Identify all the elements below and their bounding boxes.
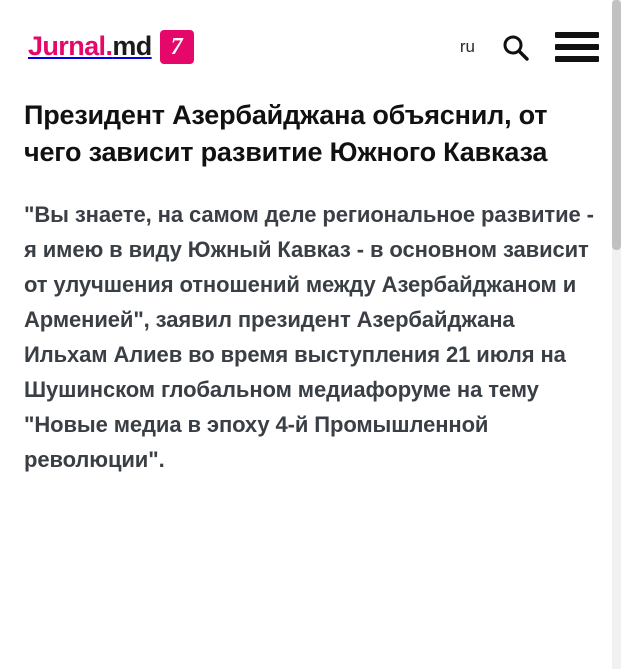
hamburger-bar-2	[555, 44, 599, 50]
article-container	[0, 93, 621, 477]
site-logo[interactable]	[28, 30, 194, 64]
logo-wordmark	[28, 31, 152, 62]
hamburger-bar-1	[555, 32, 599, 38]
logo-square-mark-icon	[160, 30, 194, 64]
logo-seven-glyph: 7	[170, 33, 183, 60]
page-scrollbar-thumb[interactable]	[612, 0, 621, 250]
search-icon[interactable]	[501, 33, 529, 61]
site-header	[0, 0, 621, 93]
article-lead-paragraph: "Вы знаете, на самом деле региональное развитие - я имею в виду Южный Кавказ - в основном зависит от улучшения отношений между Азербайджаном и Арменией", заявил президент Азербайджана Ильхам Алиев во время выступления 21 июля на Шушинском глобальном медиафоруме на тему "Новые медиа в эпоху 4-й Промышленной революции".	[24, 202, 594, 472]
language-switch-ru[interactable]: ru	[459, 36, 475, 56]
header-actions	[460, 32, 599, 62]
hamburger-menu-icon[interactable]	[555, 32, 599, 62]
page-scrollbar-track[interactable]	[612, 0, 621, 669]
logo-word-dot: .	[105, 31, 113, 61]
logo-word-jurnal: Jurnal	[28, 31, 106, 61]
hamburger-bar-3	[555, 56, 599, 62]
article-title: Президент Азербайджана объяснил, от чего зависит развитие Южного Кавказа	[24, 100, 548, 167]
logo-word-md: md	[112, 31, 152, 61]
